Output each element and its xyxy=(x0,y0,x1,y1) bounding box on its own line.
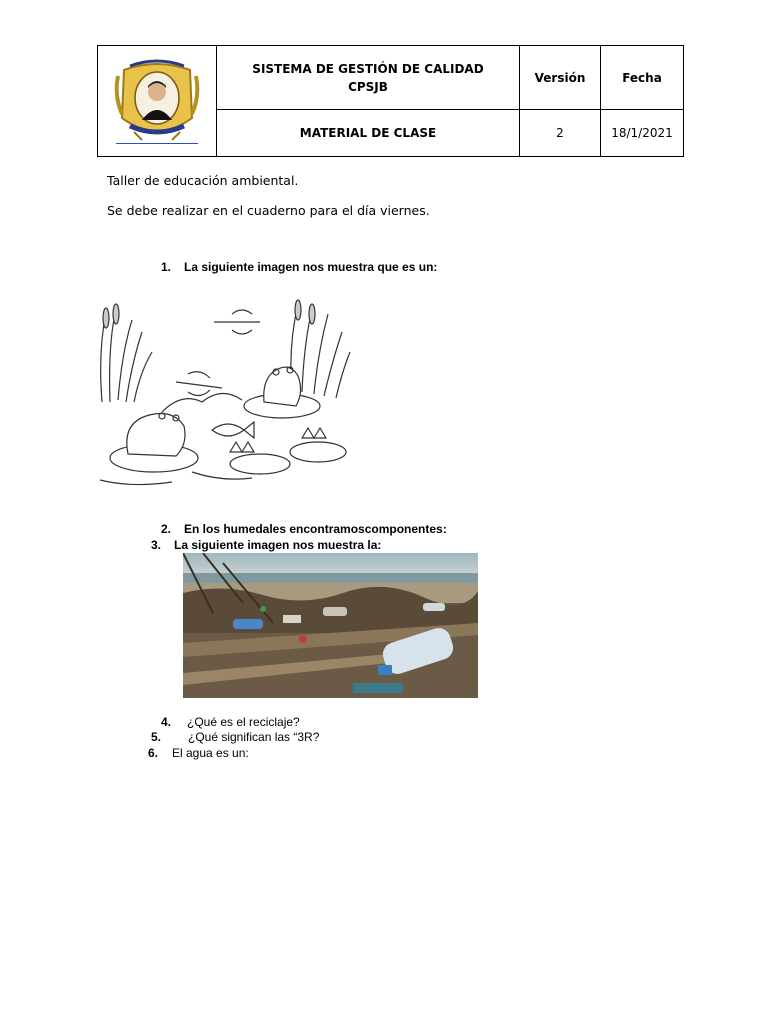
school-logo-cell xyxy=(98,46,217,157)
date-value: 18/1/2021 xyxy=(601,110,684,157)
question-2-number: 2. xyxy=(161,522,172,536)
question-6-number: 6. xyxy=(148,746,159,760)
question-5 xyxy=(151,730,319,744)
system-subtitle-cpsjb: CPSJB xyxy=(348,79,388,94)
system-title-cell xyxy=(217,46,520,110)
document-header-table xyxy=(97,45,684,157)
wetland-illustration xyxy=(92,292,354,494)
question-3-number: 3. xyxy=(151,538,162,552)
version-value: 2 xyxy=(520,110,601,157)
question-6-text: El agua es un: xyxy=(172,746,249,760)
logo-underline xyxy=(116,143,198,144)
question-6 xyxy=(148,746,249,760)
system-title: SISTEMA DE GESTIÓN DE CALIDAD xyxy=(252,61,484,76)
version-label: Versión xyxy=(520,46,601,110)
question-4 xyxy=(161,715,300,729)
question-2-text: En los humedales encontramoscomponentes: xyxy=(184,522,447,536)
school-crest-logo xyxy=(112,56,202,146)
date-label: Fecha xyxy=(601,46,684,110)
question-1-text: La siguiente imagen nos muestra que es un: xyxy=(184,260,438,274)
question-3 xyxy=(151,538,381,552)
question-3-text: La siguiente imagen nos muestra la: xyxy=(174,538,382,552)
question-1-number: 1. xyxy=(161,260,172,274)
question-5-text: ¿Qué significan las “3R? xyxy=(188,730,320,744)
material-title: MATERIAL DE CLASE xyxy=(217,110,520,157)
intro-workshop-title: Taller de educación ambiental. xyxy=(107,173,299,188)
question-4-text: ¿Qué es el reciclaje? xyxy=(187,715,300,729)
question-5-number: 5. xyxy=(151,730,162,744)
beach-pollution-photo xyxy=(183,553,478,698)
question-2 xyxy=(161,522,447,536)
question-1 xyxy=(161,260,437,274)
intro-instructions: Se debe realizar en el cuaderno para el día viernes. xyxy=(107,203,430,218)
question-4-number: 4. xyxy=(161,715,172,729)
